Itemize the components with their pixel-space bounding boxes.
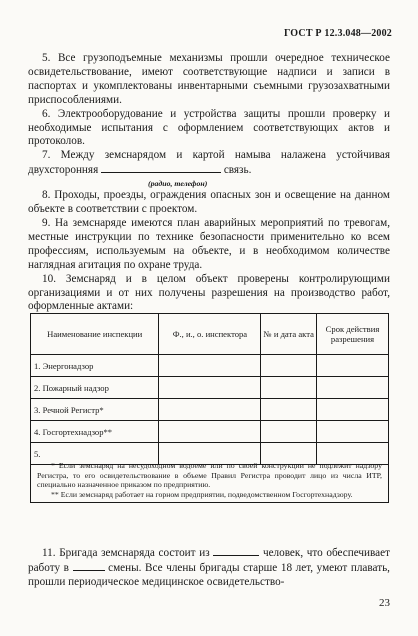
inspections-table — [30, 313, 389, 465]
paragraph-11 — [28, 546, 390, 590]
table-row — [31, 421, 389, 443]
paragraph-7-tail: связь. — [223, 164, 252, 177]
inspection-name-cell: 1. Энергонадзор — [31, 355, 159, 377]
inspector-cell — [159, 377, 261, 399]
table-footnotes — [30, 459, 389, 503]
act-cell — [261, 421, 317, 443]
table-header-row — [31, 314, 389, 355]
table-row — [31, 377, 389, 399]
paragraph-11-text-c: смены. Все члены бригады старше 18 лет, умеют плавать, прошли периодическое медицинское освидетельство- — [28, 561, 390, 588]
footnote-2: ** Если земснаряд работает на горном предприятии, подведомственном Госгортехнадзору. — [51, 489, 353, 499]
crew-size-blank — [213, 546, 259, 556]
validity-cell — [316, 421, 388, 443]
table-row — [31, 355, 389, 377]
paragraphs-block-upper — [28, 52, 390, 314]
validity-cell — [316, 399, 388, 421]
paragraph-7 — [28, 149, 390, 178]
table-header-cell: Наименование инспекции — [31, 314, 159, 355]
inspector-cell — [159, 399, 261, 421]
paragraph-9: 9. На земснаряде имеются план аварийных мероприятий по тревогам, местные инструкции по технике безопасности применительно ко всем профессиям, используемым на объекте, и в необходимом количестве наглядная агитация по охране труда. — [28, 216, 390, 271]
validity-cell — [316, 355, 388, 377]
act-cell — [261, 399, 317, 421]
shifts-blank — [73, 561, 105, 571]
table-row — [31, 399, 389, 421]
paragraphs-block-lower — [28, 546, 390, 590]
act-cell — [261, 355, 317, 377]
paragraph-8: 8. Проходы, проезды, ограждения опасных зон и освещение на данном объекте в соответствии с проектом. — [28, 189, 390, 216]
inspection-name-cell: 4. Госгортехнадзор** — [31, 421, 159, 443]
paragraph-10: 10. Земснаряд и в целом объект проверены контролирующими организациями и от них получены разрешения на производство работ, оформленные актами: — [28, 272, 390, 313]
paragraph-6: 6. Электрооборудование и устройства защиты прошли проверку и необходимые испытания с оформлением соответствующих актов и протоколов. — [28, 107, 390, 148]
paragraph-7-text: 7. Между земснарядом и картой намыва налажена устойчивая двухсторонняя — [28, 149, 390, 177]
connection-type-blank — [101, 163, 221, 173]
standard-header: ГОСТ Р 12.3.048—2002 — [283, 28, 392, 39]
paragraph-5: 5. Все грузоподъемные механизмы прошли очередное техническое освидетельствование, имеют соответствующие надписи и записи в паспортах и укомплектованы инвентарными съемными грузозахватными приспособлениями. — [28, 52, 390, 106]
inspection-name-cell: 2. Пожарный надзор — [31, 377, 159, 399]
inspection-name-cell: 3. Речной Регистр* — [31, 399, 159, 421]
footnote-1: * Если земснаряд на несудоходном водоеме или по своей конструкции не подлежит надзору Регистра, то его освидетельствование в объеме Правил Регистра проводит лицо из числа ИТР, специально назначенное приказом по предприятию. — [37, 461, 382, 490]
table-header-cell: Ф., и., о. инспектора — [159, 314, 261, 355]
paragraph-11-text-a: 11. Бригада земснаряда состоит из — [42, 547, 210, 559]
table-header-cell: № и дата акта — [261, 314, 317, 355]
paragraph-11-text-b: человек, что обеспечивает работу в — [28, 547, 390, 574]
inspector-cell — [159, 355, 261, 377]
inspection-name-cell: 5. — [31, 443, 159, 465]
inspector-cell — [159, 421, 261, 443]
validity-cell — [316, 377, 388, 399]
blank-caption: (радио, телефон) — [148, 179, 208, 189]
act-cell — [261, 377, 317, 399]
table-header-cell: Срок действия разрешения — [316, 314, 388, 355]
page-number: 23 — [379, 597, 390, 609]
